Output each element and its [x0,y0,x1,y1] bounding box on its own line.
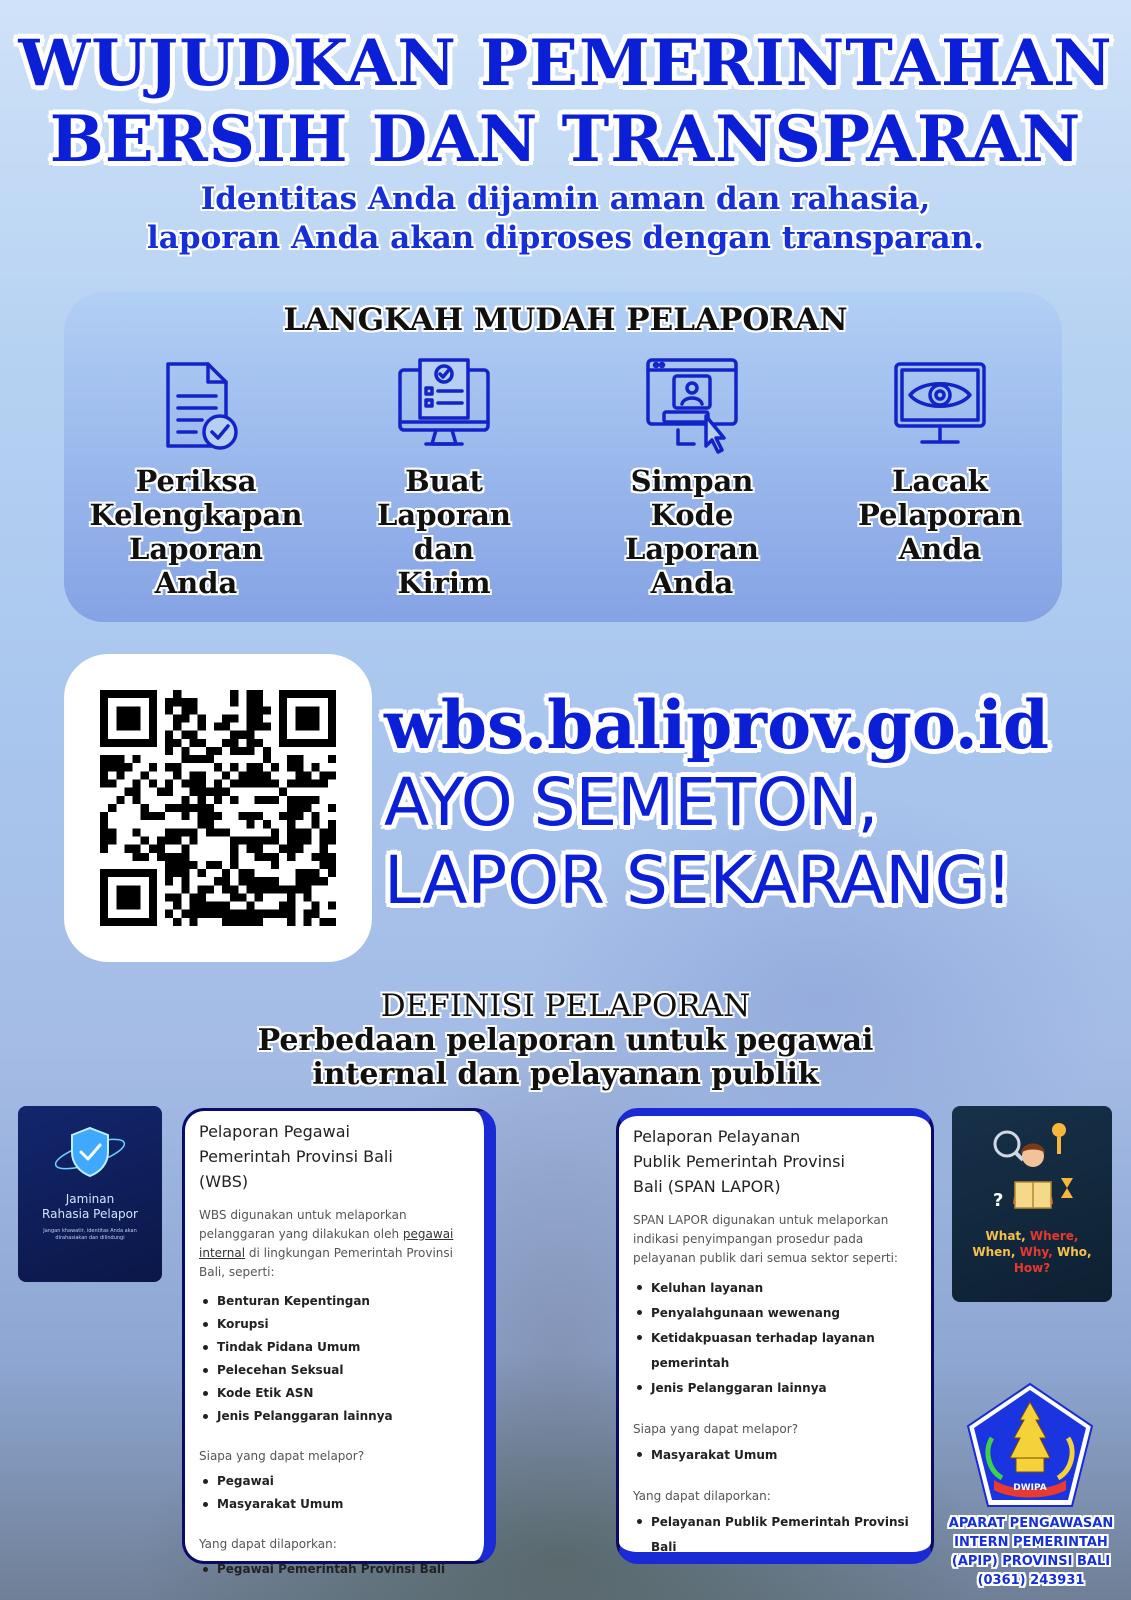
step-4 [820,356,1060,566]
jaminan-title-2: Rahasia Pelapor [42,1207,138,1221]
list-item: Jenis Pelanggaran lainnya [633,1376,921,1401]
monitor-user-click-icon [642,356,742,456]
span-who-list [633,1443,921,1468]
list-item: Masyarakat Umum [199,1493,474,1516]
document-check-icon [146,356,246,456]
list-item: Pegawai [199,1470,474,1493]
shield-check-icon [50,1118,130,1188]
step-3 [572,356,812,600]
step-1-line-4: Anda [154,566,238,600]
call-to-action [384,686,1104,920]
list-item: Korupsi [199,1313,474,1336]
step-2 [324,356,564,600]
wbs-what-question: Yang dapat dilaporkan: [199,1537,337,1551]
qr-card[interactable] [64,654,372,962]
definisi-title [0,988,1131,1092]
headline [0,26,1131,178]
list-item: Tindak Pidana Umum [199,1336,474,1359]
definisi-subtitle-2: internal dan pelayanan publik [312,1057,819,1092]
span-description: SPAN LAPOR digunakan untuk melaporkan indikasi penyimpangan prosedur pada pelayanan publik dari semua sektor seperti: [633,1213,898,1265]
list-item: Pelecehan Seksual [199,1359,474,1382]
list-item: Masyarakat Umum [633,1443,921,1468]
detective-investigator-icon [977,1114,1087,1224]
list-item: Penyalahgunaan wewenang [633,1301,921,1326]
step-4-line-2: Pelaporan [857,498,1023,532]
subline [0,180,1131,258]
wbs-what-list [199,1558,474,1581]
wbs-title-1: Pelaporan Pegawai [199,1122,350,1141]
step-1-line-1: Periksa [135,464,257,498]
step-3-line-4: Anda [650,566,734,600]
apip-phone[interactable]: (0361) 243931 [977,1573,1085,1588]
span-title-1: Pelaporan Pelayanan [633,1127,801,1146]
cta-line-2: LAPOR SEKARANG! [384,842,1013,919]
step-2-line-3: dan [413,532,475,566]
list-item: Pegawai Pemerintah Provinsi Bali [199,1558,474,1581]
wbs-violation-list [199,1290,474,1428]
wbs-description: WBS digunakan untuk melaporkan pelanggaran yang dilakukan oleh pegawai internal di lingkungan Pemerintah Provinsi Bali, seperti: [199,1208,454,1279]
jaminan-small-2: dirahasiakan dan dilindungi [55,1235,125,1241]
subline-line-2: laporan Anda akan diproses dengan transparan. [147,220,984,256]
website-url[interactable]: wbs.baliprov.go.id [384,686,1049,764]
apip-line-3: (APIP) PROVINSI BALI [951,1554,1111,1569]
span-title-3: Bali (SPAN LAPOR) [633,1177,781,1196]
subline-line-1: Identitas Anda dijamin aman dan rahasia, [200,181,931,217]
step-1 [76,356,316,600]
apip-line-1: APARAT PENGAWASAN [948,1516,1114,1531]
apip-line-2: INTERN PEMERINTAH [954,1535,1108,1550]
list-item: Pelayanan Publik Pemerintah Provinsi Bali [633,1510,921,1560]
steps-title: LANGKAH MUDAH PELAPORAN [283,302,848,338]
pegawai-internal-link: pegawai internal [199,1227,454,1260]
list-item: Ketidakpuasan terhadap layanan pemerintah [633,1326,921,1376]
wbs-title-2: Pemerintah Provinsi Bali [199,1147,393,1166]
definisi-subtitle-1: Perbedaan pelaporan untuk pegawai [257,1023,874,1058]
definisi-heading: DEFINISI PELAPORAN [380,988,751,1024]
wbs-card [182,1108,496,1576]
svg-text:?: ? [993,1190,1004,1211]
bali-province-emblem-icon [962,1380,1098,1512]
span-what-list [633,1510,921,1560]
cta-line-1: AYO SEMETON, [384,764,879,841]
step-3-line-3: Laporan [625,532,759,566]
wbs-title-3: (WBS) [199,1172,249,1191]
jaminan-rahasia-card [18,1106,162,1282]
span-what-question: Yang dapat dilaporkan: [633,1489,771,1503]
step-3-line-2: Kode [650,498,734,532]
jaminan-small-1: Jangan khawatir, identitas Anda akan [43,1228,137,1234]
step-2-line-2: Laporan [377,498,511,532]
emblem-text: DWIPA [1013,1483,1047,1493]
5w1h-card [952,1106,1112,1302]
step-4-line-1: Lacak [892,464,988,498]
span-who-question: Siapa yang dapat melapor? [633,1422,799,1436]
step-4-line-3: Anda [898,532,982,566]
monitor-form-icon [394,356,494,456]
step-1-line-3: Laporan [129,532,263,566]
monitor-eye-icon [890,356,990,456]
step-2-line-4: Kirim [397,566,491,600]
list-item: Keluhan layanan [633,1276,921,1301]
span-issue-list [633,1276,921,1401]
step-3-line-1: Simpan [630,464,754,498]
wbs-who-list [199,1470,474,1516]
span-title-2: Publik Pemerintah Provinsi [633,1152,845,1171]
qr-code-icon[interactable] [100,690,336,926]
list-item: Kode Etik ASN [199,1382,474,1405]
span-lapor-card [616,1108,934,1564]
5w1h-text: What, Where, When, Why, Who, How? [972,1229,1092,1275]
headline-line-2: BERSIH DAN TRANSPARAN [49,102,1082,177]
jaminan-title-1: Jaminan [65,1192,115,1206]
step-2-line-1: Buat [405,464,483,498]
headline-line-1: WUJUDKAN PEMERINTAHAN [18,26,1113,101]
list-item: Benturan Kepentingan [199,1290,474,1313]
wbs-who-question: Siapa yang dapat melapor? [199,1449,365,1463]
apip-contact [940,1514,1122,1590]
step-1-line-2: Kelengkapan [89,498,303,532]
list-item: Jenis Pelanggaran lainnya [199,1405,474,1428]
